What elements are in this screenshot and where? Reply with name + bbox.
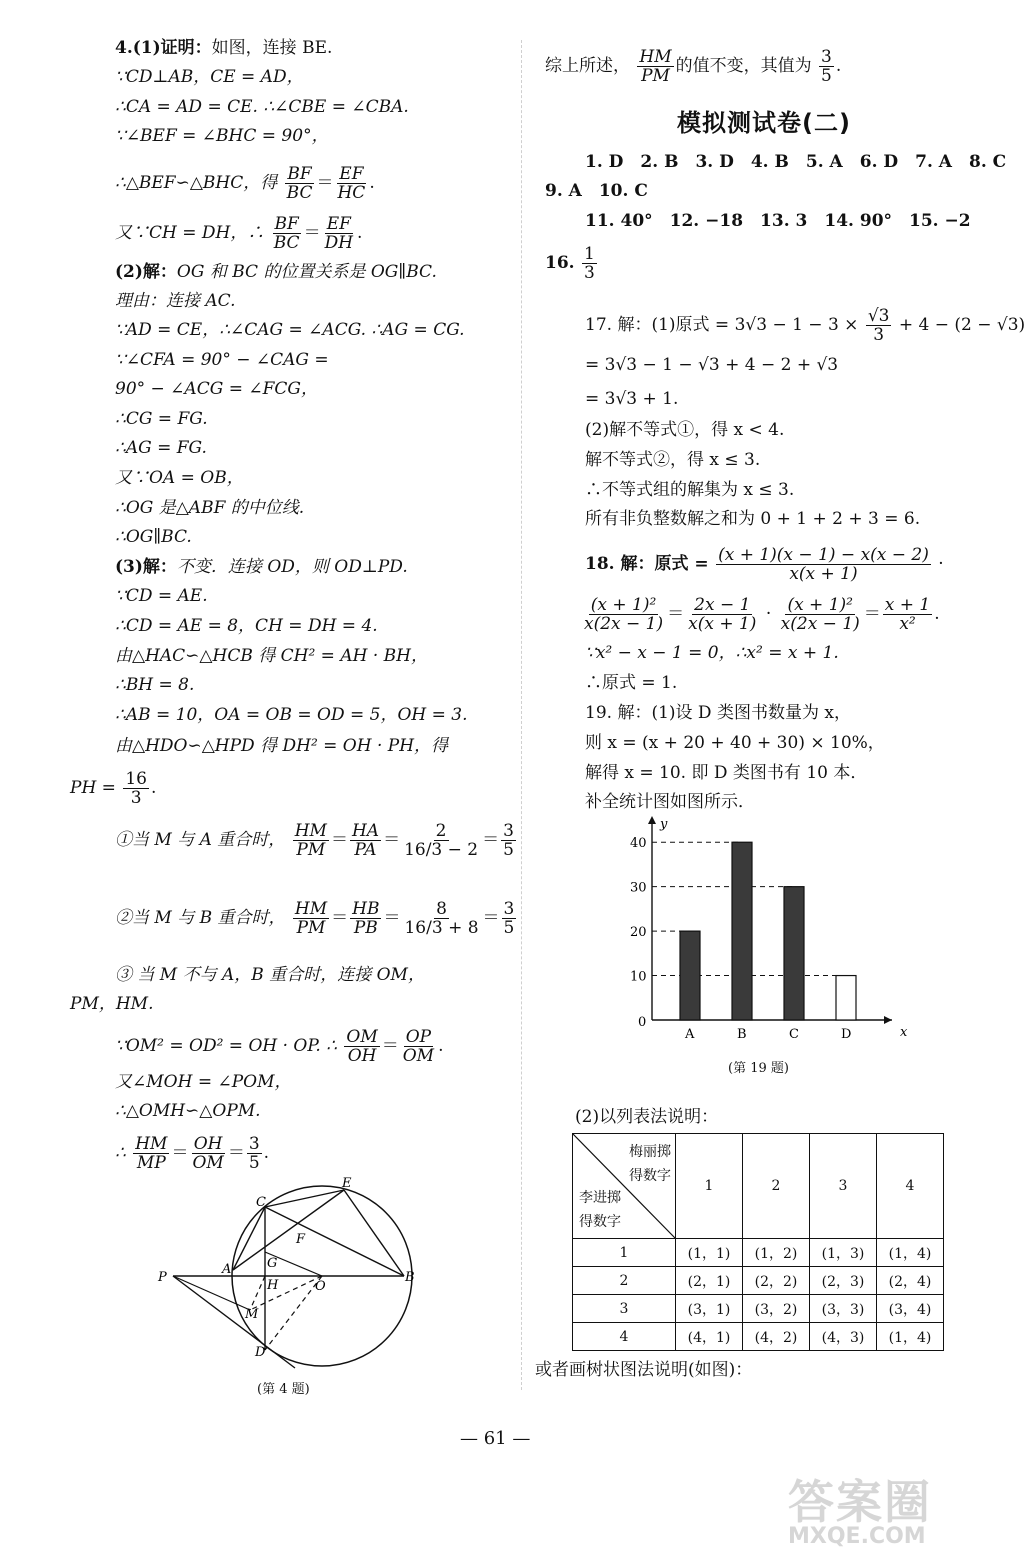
section-title: 模拟测试卷(二) [677,109,851,137]
den: MP [136,1153,166,1173]
fraction [190,1135,225,1172]
case-3-line: PM，HM. [70,994,154,1014]
q19-line: 则 x = (x + 20 + 40 + 30) × 10%， [585,733,885,753]
q17-line: 解不等式②，得 x ≤ 3. [585,450,761,470]
q4-part3-line: ∴BH = 8. [115,675,195,695]
heading: (3)解： [115,557,177,577]
case-2-line [115,900,518,937]
label-b: B [405,1270,415,1285]
table-cell: (4，1) [676,1323,743,1351]
eq: ＝ [383,908,401,928]
den: OH [347,1046,377,1066]
row-header: 1 [573,1239,676,1267]
fraction [133,1135,169,1172]
fraction [819,48,834,85]
fraction [293,822,329,859]
den: 3 [130,788,142,808]
outcome-table [572,1133,944,1351]
case-3-line: ∴△OMH∽△OPM. [115,1101,261,1121]
text: ①当 M 与 A 重合时， [115,830,286,850]
q17-line: 所有非负整数解之和为 0 + 1 + 2 + 3 = 6. [585,509,921,529]
fraction [344,1028,379,1065]
q4-line: ∵∠BEF = ∠BHC = 90°， [115,126,329,146]
fraction [501,822,516,859]
fraction [323,215,355,252]
den: 3 [583,263,595,283]
fraction [582,596,665,633]
bar-C [784,887,804,1020]
col-header: 2 [743,1134,810,1239]
fraction [285,165,315,202]
col-header: 4 [877,1134,944,1239]
q19-figure-caption: (第 19 题) [728,1061,789,1076]
y-axis-arrow [648,816,656,824]
table-cell: (2，1) [676,1267,743,1295]
dot: . [369,173,375,193]
den: x(2x − 1) [780,614,860,634]
q4-part2-line: 理由：连接 AC. [115,291,236,311]
label-o: O [315,1279,326,1294]
row-header: 4 [573,1323,676,1351]
x-tick-label: B [737,1027,747,1042]
q18-line: $\frac{\text{(x + 1)²}}{x(2x - 1)}$ ＝ $\frac{2x - 1}{x(x + 1)}$ · $\frac{\text{(x + 1)²}}{x(2x - 1)}$ ＝ $\frac{x + 1}{\text{x²}}$ . [584,595,940,634]
eq: ＝ [171,1143,189,1163]
table-row [573,1323,944,1351]
page-number: — 61 — [460,1428,531,1449]
num: HA [351,821,380,841]
q4-line [115,165,375,202]
den: 5 [248,1153,260,1173]
y-tick-label: 20 [630,925,647,941]
text: OG 和 BC 的位置关系是 OG∥BC. [176,262,437,282]
fraction [335,165,367,202]
q4-part2-line: ∵∠CFA = 90° − ∠CAG = [115,350,329,370]
num: OP [405,1027,432,1047]
fraction [866,307,892,344]
heading: (2)解： [115,262,177,282]
table-row [573,1295,944,1323]
q4-part2-line [115,262,437,282]
num: EF [326,214,351,234]
num: 3 [503,821,514,841]
header-left [579,1186,621,1234]
segment-ca [233,1207,265,1270]
text: 18. 解：原式 = [585,554,709,574]
x-axis-arrow [884,1016,892,1024]
fraction [247,1135,262,1172]
q19-bar-chart [620,810,908,1050]
eq: ＝ [667,604,685,624]
y-tick-label: 40 [630,836,647,852]
table-cell: (4，3) [810,1323,877,1351]
bar-B [732,842,752,1020]
eq: ＝ [331,908,349,928]
q17-line [585,307,1025,344]
text: ②当 M 与 B 重合时， [115,908,286,928]
watermark-top: 答案圈 [788,1475,932,1529]
text: 17. 解：(1)原式 = 3√3 − 1 − 3 × [585,315,859,335]
text: ∴ [115,1143,126,1163]
y-tick-label: 10 [630,969,647,985]
dot: . [263,1143,270,1163]
bar-D [836,976,856,1020]
label-c: C [256,1195,266,1210]
fraction [502,900,517,937]
q19-line: 补全统计图如图所示． [585,792,755,812]
answers-line: 11. 40° 12. −18 13. 3 14. 90° 15. −2 [585,211,971,231]
label-f: F [296,1232,306,1247]
summary-line [545,48,841,85]
num: 16 [125,769,147,789]
x-tick-label: A [685,1027,695,1042]
q4-part2-line: ∴OG 是△ABF 的中位线. [115,498,305,518]
q19-line: 解得 x = 10. 即 D 类图书有 10 本． [585,763,868,783]
text: + 4 − (2 − √3) [898,315,1025,335]
eq: ＝ [227,1143,245,1163]
table-row [573,1267,944,1295]
row-header: 2 [573,1267,676,1295]
diagonal-header [573,1134,675,1238]
den: BC [286,183,313,203]
tail-line: 或者画树状图法说明(如图)： [535,1360,753,1380]
header-top [629,1140,671,1188]
label-a: A [222,1262,232,1277]
y-tick-label: 30 [630,880,647,896]
q17-line: (2)解不等式①，得 x < 4. [585,420,785,440]
num: (x + 1)² [787,595,853,615]
den: OM [402,1046,435,1066]
eq: ＝ [330,830,348,850]
q4-line [115,38,332,58]
watermark [788,1475,932,1549]
den: DH [324,233,354,253]
den: x(x + 1) [688,614,757,634]
x-tick-label: C [789,1027,799,1042]
eq: ＝ [482,908,500,928]
text: ∵OM² = OD² = OH · OP. ∴ [115,1036,337,1056]
table-cell: (1，4) [877,1323,944,1351]
text: ∴△BEF∽△BHC，得 [115,173,278,193]
den: x(x + 1) [789,564,858,584]
header-top-l2: 得数字 [629,1168,671,1184]
num: OH [193,1134,223,1154]
eq: ＝ [381,1036,399,1056]
dot: . [150,778,157,798]
num: x + 1 [884,595,931,615]
column-divider [521,40,522,1390]
fraction [350,900,381,937]
q4-figure [140,1175,430,1375]
num: 3 [248,1134,260,1154]
label-g: G [267,1256,278,1271]
dot: . [357,223,363,243]
num: (x + 1)² [590,595,657,615]
den: 5 [503,918,515,938]
x-tick-label: D [841,1027,852,1042]
answers-line: 1. D 2. B 3. D 4. B 5. A 6. D 7. A 8. C [585,152,1007,172]
num: 3 [503,899,515,919]
q18-line: ∴原式 = 1. [585,673,678,693]
q4-figure-caption: (第 4 题) [257,1382,310,1397]
fraction [350,822,381,859]
bar-A [680,931,700,1020]
answer-16 [545,245,599,282]
den: PB [353,918,378,938]
num: BF [287,164,312,184]
den: 5 [503,840,514,860]
den: HC [337,183,366,203]
col-header: 3 [810,1134,877,1239]
table-corner-cell [573,1134,676,1239]
x-axis-label: x [900,1025,908,1040]
fraction [716,546,931,583]
num: HB [352,899,380,919]
table-cell: (1，3) [810,1239,877,1267]
table-cell: (1，2) [743,1239,810,1267]
num: HM [294,899,328,919]
fraction [637,48,673,85]
q4-text: 如图，连接 BE. [211,38,333,58]
origin-label: 0 [638,1015,647,1030]
case-3-line [115,1135,269,1172]
den: 16/3 + 8 [404,918,479,938]
fraction [686,596,758,633]
eq: ＝ [383,830,401,850]
num: 2 [435,821,447,841]
q4-part3-line: 由△HAC∽△HCB 得 CH² = AH · BH， [115,646,428,666]
label-m: M [245,1307,259,1322]
table-header-row [573,1134,944,1239]
num: HM [639,47,672,67]
text: 又∵CH = DH，∴ [115,223,265,243]
fraction [401,1028,436,1065]
q4-part3-line [70,770,156,807]
case-3-line: ③ 当 M 不与 A，B 重合时，连接 OM， [115,965,425,985]
fraction [123,770,149,807]
q18-line: ∵x² − x − 1 = 0，∴x² = x + 1. [585,643,839,663]
q4-line [115,215,362,252]
text: 不变．连接 OD，则 OD⊥PD. [176,557,408,577]
num: BF [274,214,299,234]
num: 1 [583,244,595,264]
num: OM [346,1027,378,1047]
label-e: E [342,1176,352,1191]
q19-line: 19. 解：(1)设 D 类图书数量为 x， [585,703,851,723]
dot: . [438,1036,444,1056]
header-left-l2: 得数字 [579,1214,621,1230]
segment-om [250,1276,322,1310]
q17-line: = 3√3 + 1. [585,389,679,409]
den: OM [192,1153,224,1173]
header-left-l1: 李进掷 [579,1190,621,1206]
text: 综上所述， [545,56,630,76]
row-header: 3 [573,1295,676,1323]
num: HM [294,821,327,841]
q4-part2-line: 又∵OA = OB， [115,468,244,488]
q4-part3-line: 由△HDO∽△HPD 得 DH² = OH · PH，得 [115,736,449,756]
q4-heading: 4.(1)证明： [115,38,212,58]
den: BC [273,233,300,253]
table-cell: (4，2) [743,1323,810,1351]
table-cell: (2，4) [877,1267,944,1295]
label-p: P [158,1270,167,1285]
den: x² [899,614,916,634]
eq: ＝ [482,830,500,850]
case-3-line: 又∠MOH = ∠POM， [115,1072,292,1092]
q4-part2-line: ∴CG = FG. [115,409,208,429]
num: 8 [436,899,447,919]
case-3-line [115,1028,444,1065]
num: 2x − 1 [694,595,751,615]
den: 5 [821,66,832,86]
den: PM [641,66,670,86]
table-row [573,1239,944,1267]
fraction [883,596,932,633]
q17-line: = 3√3 − 1 − √3 + 4 − 2 + √3 [585,355,839,375]
den: PM [296,918,326,938]
den: 3 [873,325,885,345]
q4-line: ∴CA = AD = CE. ∴∠CBE = ∠CBA. [115,97,409,117]
q4-part2-line: ∴AG = FG. [115,438,207,458]
table-cell: (3，3) [810,1295,877,1323]
segment-cb [265,1207,404,1276]
q4-part2-line: 90° − ∠ACG = ∠FCG， [115,379,318,399]
q17-line: ∴不等式组的解集为 x ≤ 3. [585,480,795,500]
table-cell: (3，4) [877,1295,944,1323]
text: PH = [70,778,116,798]
num: √3 [867,306,890,326]
num: (x + 1)(x − 1) − x(x − 2) [718,545,929,565]
den: PM [296,840,326,860]
table-cell: (3，1) [676,1295,743,1323]
y-axis-label: y [660,817,668,832]
q4-part3-line: ∴AB = 10，OA = OB = OD = 5，OH = 3. [115,705,468,725]
answers-line: 9. A 10. C [545,181,648,201]
table-cell: (3，2) [743,1295,810,1323]
q4-part3-line: ∵CD = AE. [115,586,208,606]
q4-part3-line: ∴CD = AE = 8，CH = DH = 4. [115,616,378,636]
eq: ＝ [316,173,334,193]
num: HM [135,1134,168,1154]
num: EF [339,164,364,184]
fraction [272,215,302,252]
fraction [402,900,480,937]
fraction [402,822,480,859]
col-header: 1 [676,1134,743,1239]
q18-line: 18. 解：原式 = $\frac{(x + 1)(x - 1) - x(x - 2)}{x(x + 1)}$ · [585,545,944,584]
dot: . [835,56,842,76]
label-h: H [267,1278,279,1293]
den: x(2x − 1) [584,614,664,634]
segment-hm [250,1276,265,1310]
q4-part3-line [115,557,408,577]
den: 16/3 − 2 [404,840,479,860]
case-1-line [115,822,518,859]
dot: . [934,604,940,624]
eq: ＝ [863,604,881,624]
q4-part2-line: ∵AD = CE，∴∠CAG = ∠ACG. ∴AG = CG. [115,320,465,340]
q19-part2-line: (2)以列表法说明： [575,1107,719,1127]
eq: ＝ [303,223,321,243]
den: PA [354,840,377,860]
fraction [779,596,862,633]
label-d: D [255,1345,266,1360]
table-cell: (2，2) [743,1267,810,1295]
watermark-bottom: MXQE.COM [788,1524,926,1549]
table-cell: (2，3) [810,1267,877,1295]
fraction [293,900,329,937]
fraction [582,245,597,282]
table-cell: (1，4) [877,1239,944,1267]
q4-line: ∵CD⊥AB，CE = AD， [115,67,304,87]
header-top-l1: 梅丽掷 [629,1144,671,1160]
q4-part2-line: ∴OG∥BC. [115,527,192,547]
text: 16. [545,253,575,273]
table-cell: (1，1) [676,1239,743,1267]
num: 3 [821,47,832,67]
text: 的值不变，其值为 [675,56,812,76]
